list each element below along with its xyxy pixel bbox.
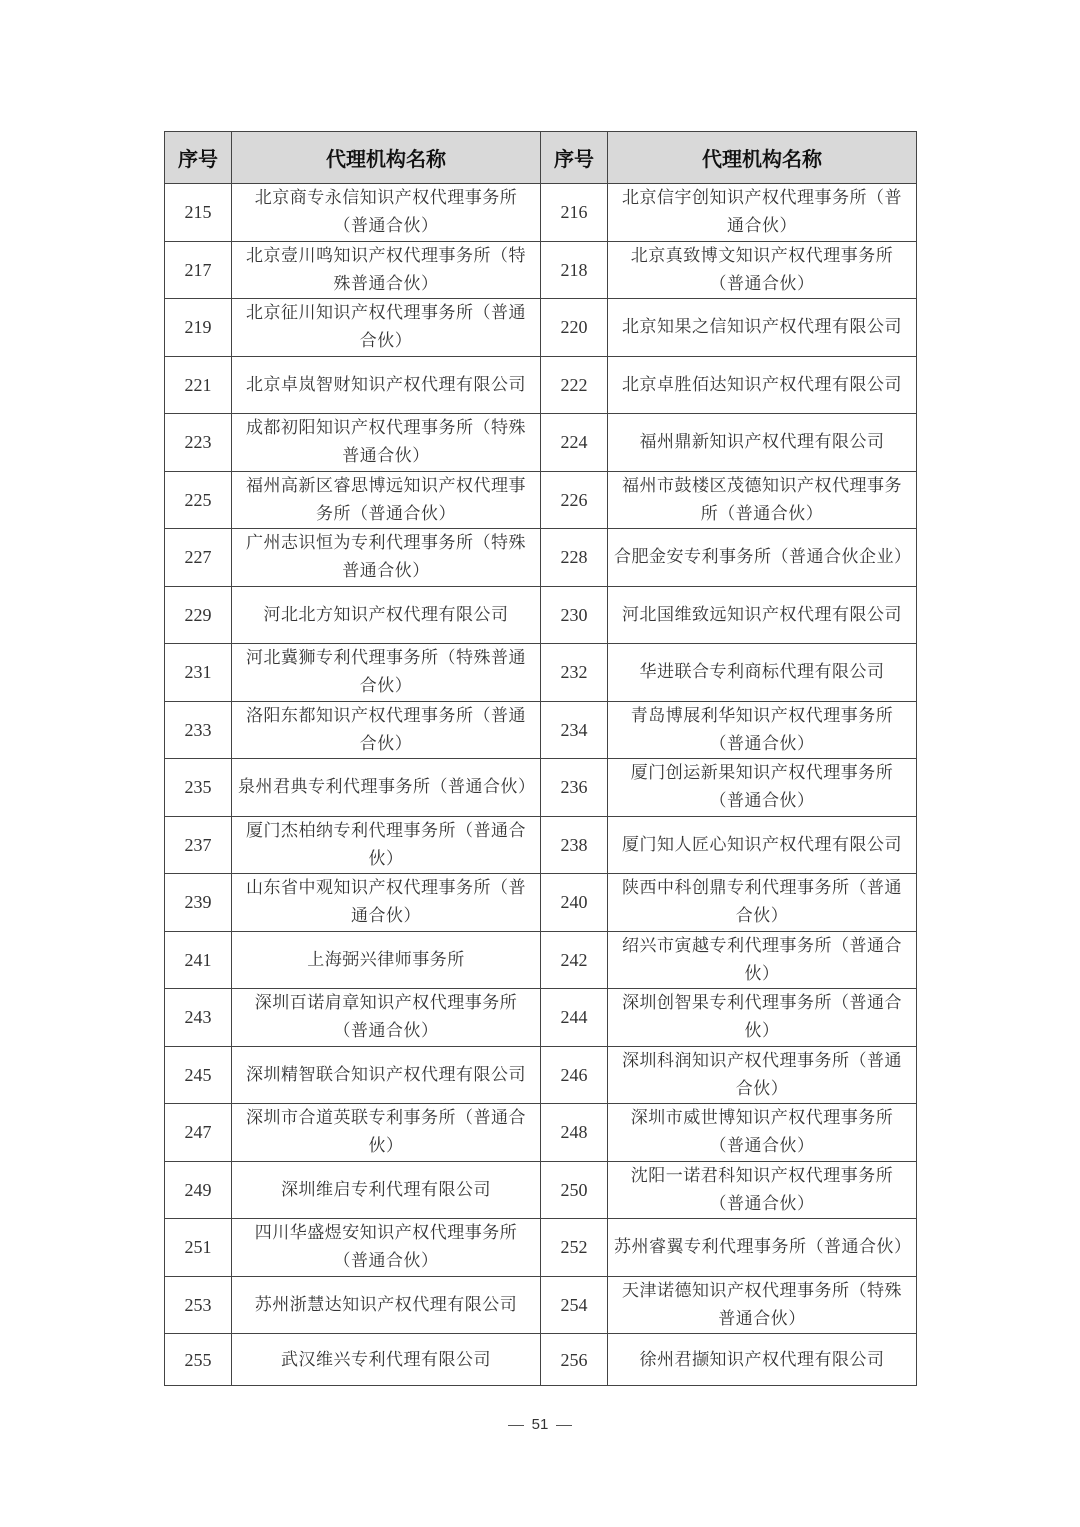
serial-number-right: 224 — [541, 414, 608, 472]
serial-number-right: 228 — [541, 529, 608, 587]
table-row — [165, 1276, 917, 1334]
serial-number-left: 227 — [165, 529, 232, 587]
table-row — [165, 184, 917, 242]
table-row — [165, 989, 917, 1047]
agency-name-right: 厦门创运新果知识产权代理事务所（普通合伙） — [608, 759, 917, 817]
table-header-row — [165, 132, 917, 184]
table-row — [165, 1161, 917, 1219]
agency-name-right: 福州鼎新知识产权代理有限公司 — [608, 414, 917, 472]
serial-number-right: 218 — [541, 241, 608, 299]
serial-number-right: 256 — [541, 1334, 608, 1386]
header-serial-right: 序号 — [541, 132, 608, 184]
agency-name-left: 苏州浙慧达知识产权代理有限公司 — [232, 1276, 541, 1334]
agency-name-left: 河北冀狮专利代理事务所（特殊普通合伙） — [232, 644, 541, 702]
serial-number-right: 236 — [541, 759, 608, 817]
table-row — [165, 1219, 917, 1277]
header-agency-name-right: 代理机构名称 — [608, 132, 917, 184]
table-row — [165, 759, 917, 817]
serial-number-right: 226 — [541, 471, 608, 529]
dash-right — [556, 1425, 572, 1426]
table-row — [165, 241, 917, 299]
table-row — [165, 529, 917, 587]
serial-number-left: 217 — [165, 241, 232, 299]
serial-number-right: 240 — [541, 874, 608, 932]
serial-number-left: 243 — [165, 989, 232, 1047]
agency-name-right: 河北国维致远知识产权代理有限公司 — [608, 586, 917, 644]
serial-number-left: 247 — [165, 1104, 232, 1162]
table-row — [165, 1334, 917, 1386]
serial-number-right: 244 — [541, 989, 608, 1047]
table-row — [165, 299, 917, 357]
serial-number-right: 238 — [541, 816, 608, 874]
agency-name-left: 福州高新区睿思博远知识产权代理事务所（普通合伙） — [232, 471, 541, 529]
serial-number-left: 215 — [165, 184, 232, 242]
agency-name-right: 北京信宇创知识产权代理事务所（普通合伙） — [608, 184, 917, 242]
agency-name-right: 合肥金安专利事务所（普通合伙企业） — [608, 529, 917, 587]
agency-name-right: 华进联合专利商标代理有限公司 — [608, 644, 917, 702]
serial-number-left: 221 — [165, 356, 232, 414]
agency-name-left: 泉州君典专利代理事务所（普通合伙） — [232, 759, 541, 817]
serial-number-left: 225 — [165, 471, 232, 529]
serial-number-right: 222 — [541, 356, 608, 414]
serial-number-right: 232 — [541, 644, 608, 702]
serial-number-left: 239 — [165, 874, 232, 932]
agency-name-left: 成都初阳知识产权代理事务所（特殊普通合伙） — [232, 414, 541, 472]
agency-name-right: 徐州君撷知识产权代理有限公司 — [608, 1334, 917, 1386]
serial-number-left: 223 — [165, 414, 232, 472]
agency-list-table — [164, 131, 917, 1386]
table-row — [165, 816, 917, 874]
header-agency-name-left: 代理机构名称 — [232, 132, 541, 184]
table-row — [165, 931, 917, 989]
agency-name-left: 洛阳东都知识产权代理事务所（普通合伙） — [232, 701, 541, 759]
agency-name-right: 北京知果之信知识产权代理有限公司 — [608, 299, 917, 357]
agency-name-right: 陕西中科创鼎专利代理事务所（普通合伙） — [608, 874, 917, 932]
agency-name-left: 北京卓岚智财知识产权代理有限公司 — [232, 356, 541, 414]
dash-left — [508, 1425, 524, 1426]
serial-number-left: 219 — [165, 299, 232, 357]
serial-number-right: 250 — [541, 1161, 608, 1219]
serial-number-left: 231 — [165, 644, 232, 702]
agency-name-left: 广州志识恒为专利代理事务所（特殊普通合伙） — [232, 529, 541, 587]
agency-name-right: 深圳创智果专利代理事务所（普通合伙） — [608, 989, 917, 1047]
agency-name-right: 沈阳一诺君科知识产权代理事务所（普通合伙） — [608, 1161, 917, 1219]
agency-name-left: 河北北方知识产权代理有限公司 — [232, 586, 541, 644]
serial-number-right: 242 — [541, 931, 608, 989]
table-row — [165, 1104, 917, 1162]
serial-number-left: 233 — [165, 701, 232, 759]
agency-name-right: 福州市鼓楼区茂德知识产权代理事务所（普通合伙） — [608, 471, 917, 529]
agency-name-left: 山东省中观知识产权代理事务所（普通合伙） — [232, 874, 541, 932]
serial-number-left: 255 — [165, 1334, 232, 1386]
serial-number-right: 246 — [541, 1046, 608, 1104]
serial-number-left: 237 — [165, 816, 232, 874]
agency-name-right: 北京卓胜佰达知识产权代理有限公司 — [608, 356, 917, 414]
serial-number-left: 253 — [165, 1276, 232, 1334]
serial-number-right: 248 — [541, 1104, 608, 1162]
table-row — [165, 414, 917, 472]
agency-name-right: 青岛博展利华知识产权代理事务所（普通合伙） — [608, 701, 917, 759]
agency-name-right: 深圳市威世博知识产权代理事务所（普通合伙） — [608, 1104, 917, 1162]
agency-name-left: 深圳百诺肩章知识产权代理事务所（普通合伙） — [232, 989, 541, 1047]
agency-name-left: 深圳维启专利代理有限公司 — [232, 1161, 541, 1219]
serial-number-right: 234 — [541, 701, 608, 759]
header-serial-left: 序号 — [165, 132, 232, 184]
serial-number-left: 229 — [165, 586, 232, 644]
serial-number-left: 251 — [165, 1219, 232, 1277]
table-row — [165, 644, 917, 702]
agency-name-right: 北京真致博文知识产权代理事务所（普通合伙） — [608, 241, 917, 299]
agency-name-left: 厦门杰柏纳专利代理事务所（普通合伙） — [232, 816, 541, 874]
serial-number-right: 230 — [541, 586, 608, 644]
serial-number-right: 216 — [541, 184, 608, 242]
agency-name-left: 北京商专永信知识产权代理事务所（普通合伙） — [232, 184, 541, 242]
agency-name-left: 深圳市合道英联专利事务所（普通合伙） — [232, 1104, 541, 1162]
table-row — [165, 586, 917, 644]
agency-name-right: 绍兴市寅越专利代理事务所（普通合伙） — [608, 931, 917, 989]
table-row — [165, 701, 917, 759]
agency-name-right: 天津诺德知识产权代理事务所（特殊普通合伙） — [608, 1276, 917, 1334]
serial-number-left: 241 — [165, 931, 232, 989]
agency-name-left: 上海弼兴律师事务所 — [232, 931, 541, 989]
agency-name-left: 武汉维兴专利代理有限公司 — [232, 1334, 541, 1386]
table-row — [165, 356, 917, 414]
serial-number-left: 245 — [165, 1046, 232, 1104]
agency-name-right: 深圳科润知识产权代理事务所（普通合伙） — [608, 1046, 917, 1104]
table-row — [165, 874, 917, 932]
serial-number-left: 235 — [165, 759, 232, 817]
agency-name-right: 厦门知人匠心知识产权代理有限公司 — [608, 816, 917, 874]
table-row — [165, 1046, 917, 1104]
agency-name-left: 深圳精智联合知识产权代理有限公司 — [232, 1046, 541, 1104]
agency-name-left: 四川华盛煜安知识产权代理事务所（普通合伙） — [232, 1219, 541, 1277]
serial-number-left: 249 — [165, 1161, 232, 1219]
page-footer — [0, 1416, 1080, 1433]
agency-name-left: 北京征川知识产权代理事务所（普通合伙） — [232, 299, 541, 357]
agency-name-right: 苏州睿翼专利代理事务所（普通合伙） — [608, 1219, 917, 1277]
page-number: 51 — [531, 1416, 549, 1433]
table-row — [165, 471, 917, 529]
serial-number-right: 252 — [541, 1219, 608, 1277]
agency-name-left: 北京壹川鸣知识产权代理事务所（特殊普通合伙） — [232, 241, 541, 299]
table-body — [165, 184, 917, 1386]
serial-number-right: 254 — [541, 1276, 608, 1334]
serial-number-right: 220 — [541, 299, 608, 357]
